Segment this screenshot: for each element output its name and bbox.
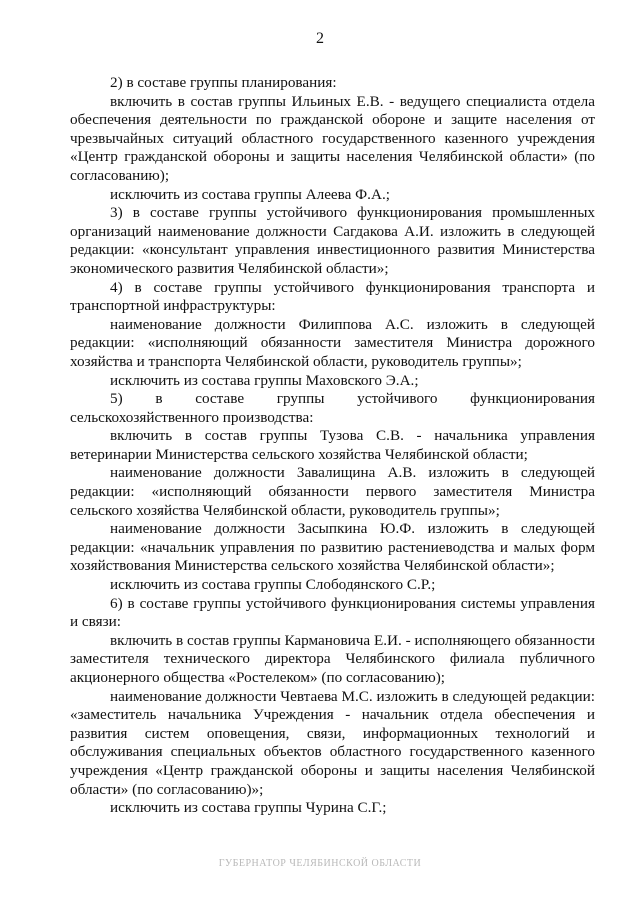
paragraph: 6) в составе группы устойчивого функционирования системы управления и связи:	[70, 594, 595, 631]
paragraph: исключить из состава группы Слободянского С.Р.;	[110, 576, 436, 594]
paragraph: исключить из состава группы Алеева Ф.А.;	[110, 185, 390, 203]
footer-watermark: ГУБЕРНАТОР ЧЕЛЯБИНСКОЙ ОБЛАСТИ	[218, 858, 422, 869]
paragraph: включить в состав группы Ильиных Е.В. - ведущего специалиста отдела обеспечения деятельности по гражданской обороне и защите населения от чрезвычайных ситуаций областного государственного казенного учреждения «Центр гражданской обороны и защиты населения Челябинской области» (по согласованию);	[70, 92, 595, 184]
paragraph: наименование должности Засыпкина Ю.Ф. изложить в следующей редакции: «начальник управления по развитию растениеводства и малых форм хозяйствования Министерства сельского хозяйства Челябинской области»;	[70, 520, 595, 575]
paragraph: 5) в составе группы устойчивого функционирования сельскохозяйственного производства:	[70, 390, 595, 426]
paragraph: 3) в составе группы устойчивого функционирования промышленных организаций наименование должности Сагдакова А.И. изложить в следующей редакции: «консультант управления инвестиционного развития Министерства экономического развития Челябинской области»;	[70, 204, 595, 277]
paragraph: наименование должности Чевтаева М.С. изложить в следующей редакции: «заместитель начальника Учреждения - начальник отдела обеспечения и развития систем оповещения, связи, информационных технологий и обслуживания специальных объектов областного государственного казенного учреждения «Центр гражданской обороны и защиты населения Челябинской области» (по согласованию)»;	[70, 687, 595, 798]
paragraph: включить в состав группы Кармановича Е.И. - исполняющего обязанности заместителя технического директора Челябинского филиала публичного акционерного общества «Ростелеком» (по согласованию);	[70, 631, 595, 686]
page-number: 2	[316, 30, 324, 47]
document-body	[70, 74, 595, 818]
paragraph: включить в состав группы Тузова С.В. - начальника управления ветеринарии Министерства сельского хозяйства Челябинской области;	[70, 427, 595, 463]
paragraph: наименование должности Филиппова А.С. изложить в следующей редакции: «исполняющий обязанности заместителя Министра дорожного хозяйства и транспорта Челябинской области, руководитель группы»;	[70, 315, 595, 370]
paragraph: 4) в составе группы устойчивого функционирования транспорта и транспортной инфраструктуры:	[70, 278, 595, 315]
paragraph: исключить из состава группы Маховского Э.А.;	[110, 371, 419, 389]
paragraph: 2) в составе группы планирования:	[110, 74, 337, 91]
paragraph: наименование должности Завалищина А.В. изложить в следующей редакции: «исполняющий обязанности первого заместителя Министра сельского хозяйства Челябинской области, руководитель группы»;	[70, 464, 595, 519]
paragraph: исключить из состава группы Чурина С.Г.;	[110, 799, 387, 817]
